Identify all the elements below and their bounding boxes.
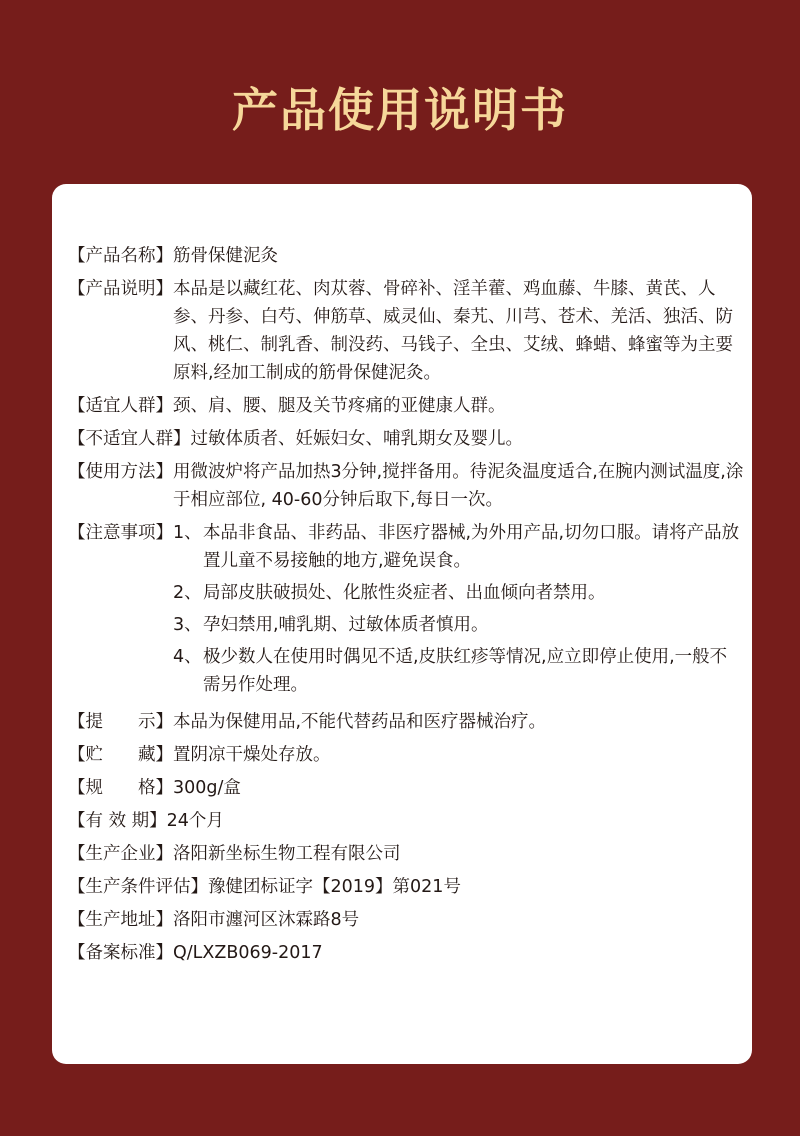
field-label: 【适宜人群】 [68, 396, 173, 416]
precautions-list [173, 519, 744, 703]
precaution-item [173, 643, 744, 699]
field-precautions [68, 519, 744, 703]
field-label: 【备案标准】 [68, 943, 173, 963]
field-label: 【生产企业】 [68, 844, 173, 864]
field-usage [68, 458, 744, 514]
field-suitable-people [68, 392, 744, 420]
field-label: 【贮 藏】 [68, 745, 173, 765]
field-label: 【生产条件评估】 [68, 877, 208, 897]
field-value: 本品为保健用品,不能代替药品和医疗器械治疗。 [173, 712, 547, 732]
field-value: 过敏体质者、妊娠妇女、哺乳期女及婴儿。 [190, 429, 523, 449]
field-storage [68, 741, 744, 769]
field-label: 【产品说明】 [68, 279, 173, 299]
field-value: 300g/盒 [173, 778, 241, 798]
precaution-text: 孕妇禁用,哺乳期、过敏体质者慎用。 [203, 615, 489, 635]
field-label: 【有 效 期】 [68, 811, 167, 831]
field-tip [68, 708, 744, 736]
field-manufacturer [68, 840, 744, 868]
field-label: 【不适宜人群】 [68, 429, 191, 449]
instruction-card [52, 184, 752, 1064]
precaution-number: 1、 [173, 523, 202, 543]
precaution-number: 3、 [173, 615, 202, 635]
field-label: 【生产地址】 [68, 910, 173, 930]
precaution-text: 本品非食品、非药品、非医疗器械,为外用产品,切勿口服。请将产品放置儿童不易接触的地方,避免误食。 [203, 523, 740, 571]
field-value: 洛阳新坐标生物工程有限公司 [173, 844, 401, 864]
field-value: 洛阳市瀍河区沐霖路8号 [173, 910, 360, 930]
precaution-number: 2、 [173, 583, 202, 603]
page-title: 产品使用说明书 [232, 83, 568, 137]
precaution-number: 4、 [173, 647, 202, 667]
precaution-text: 极少数人在使用时偶见不适,皮肤红疹等情况,应立即停止使用,一般不需另作处理。 [203, 647, 728, 695]
field-label: 【使用方法】 [68, 462, 173, 482]
field-production-assessment [68, 873, 744, 901]
precaution-item [173, 519, 744, 575]
field-address [68, 906, 744, 934]
field-unsuitable-people [68, 425, 744, 453]
field-value: 置阴凉干燥处存放。 [173, 745, 331, 765]
field-label: 【规 格】 [68, 778, 173, 798]
field-label: 【注意事项】 [68, 523, 173, 543]
field-value: Q/LXZB069-2017 [173, 943, 323, 963]
field-value: 用微波炉将产品加热3分钟,搅拌备用。待泥灸温度适合,在腕内测试温度,涂于相应部位, 40-60分钟后取下,每日一次。 [173, 462, 744, 510]
field-value: 本品是以藏红花、肉苁蓉、骨碎补、淫羊藿、鸡血藤、牛膝、黄芪、人参、丹参、白芍、伸筋草、威灵仙、秦艽、川芎、苍术、羌活、独活、防风、桃仁、制乳香、制没药、马钱子、全虫、艾绒、蜂蜡、蜂蜜等为主要原料,经加工制成的筋骨保健泥灸。 [173, 279, 733, 383]
field-spec [68, 774, 744, 802]
precaution-item [173, 579, 744, 607]
field-value: 24个月 [166, 811, 224, 831]
field-value: 豫健团标证字【2019】第021号 [208, 877, 461, 897]
field-product-name [68, 242, 744, 270]
field-label: 【提 示】 [68, 712, 173, 732]
instruction-content [68, 242, 744, 972]
precaution-item [173, 611, 744, 639]
precaution-text: 局部皮肤破损处、化脓性炎症者、出血倾向者禁用。 [203, 583, 606, 603]
field-product-description [68, 275, 744, 387]
field-value: 筋骨保健泥灸 [173, 246, 278, 266]
field-standard [68, 939, 744, 967]
field-label: 【产品名称】 [68, 246, 173, 266]
field-value: 颈、肩、腰、腿及关节疼痛的亚健康人群。 [173, 396, 506, 416]
field-shelf-life [68, 807, 744, 835]
